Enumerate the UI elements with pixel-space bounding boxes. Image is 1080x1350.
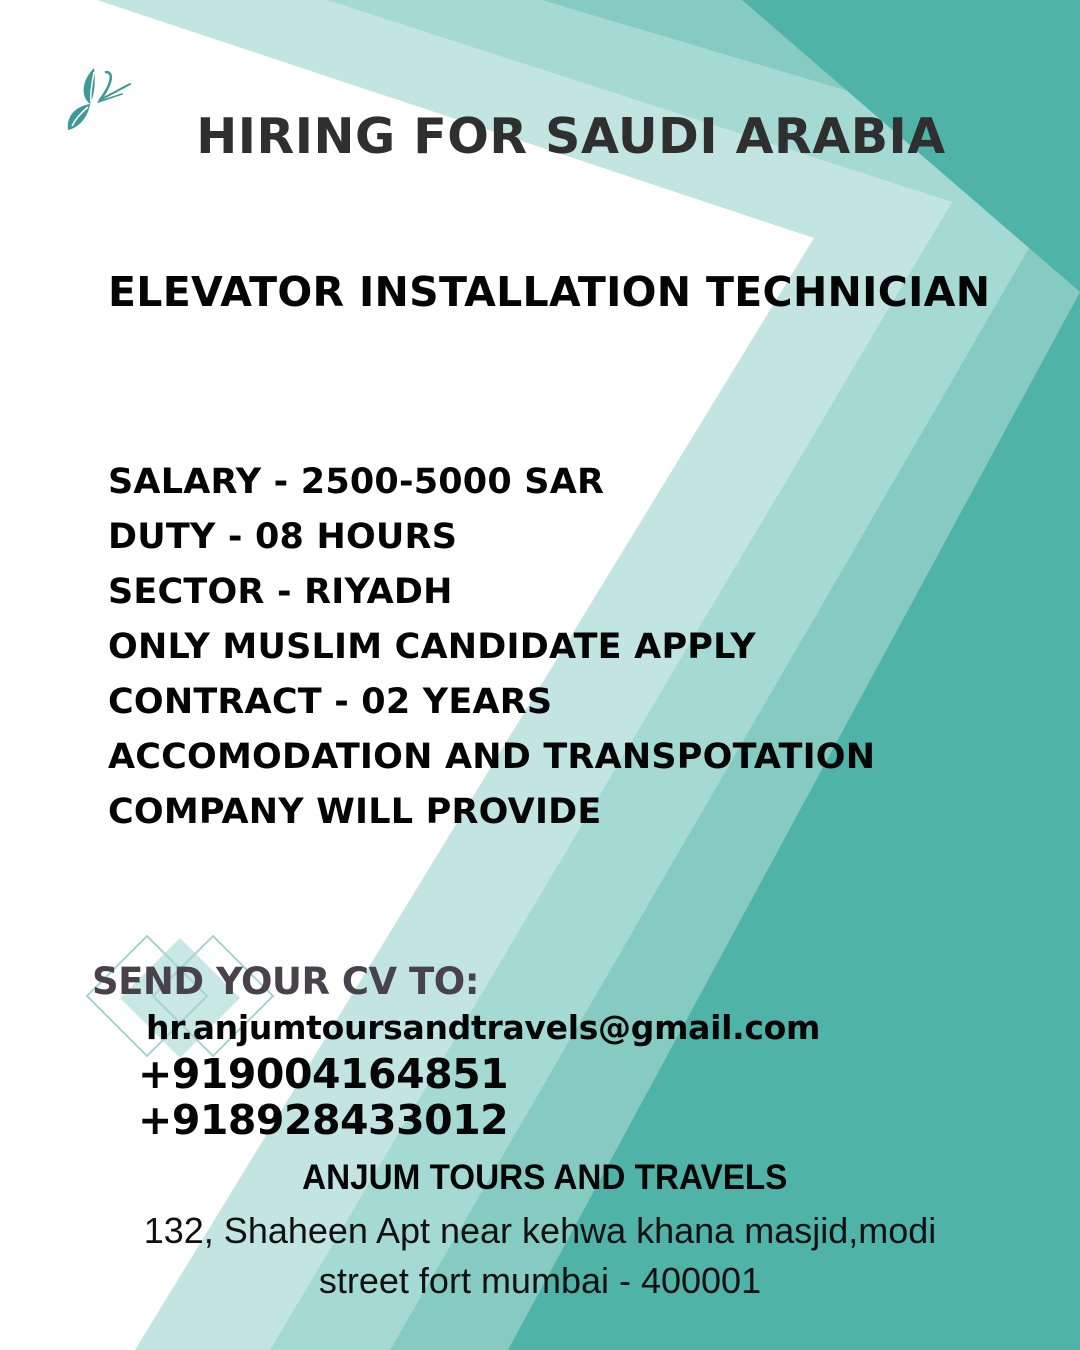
contact-email[interactable]: hr.anjumtoursandtravels@gmail.com xyxy=(146,1008,821,1047)
send-cv-heading: SEND YOUR CV TO: xyxy=(92,960,479,1003)
detail-eligibility: ONLY MUSLIM CANDIDATE APPLY xyxy=(108,627,756,667)
company-name: ANJUM TOURS AND TRAVELS xyxy=(302,1158,788,1197)
detail-contract: CONTRACT - 02 YEARS xyxy=(108,682,553,722)
address-line-2: street fort mumbai - 400001 xyxy=(318,1260,762,1301)
job-title: ELEVATOR INSTALLATION TECHNICIAN xyxy=(108,268,991,316)
contact-phone-1[interactable]: +919004164851 xyxy=(138,1050,509,1098)
company-address xyxy=(0,1206,1080,1306)
address-line-1: 132, Shaheen Apt near kehwa khana masjid,modi xyxy=(143,1210,937,1251)
headline: HIRING FOR SAUDI ARABIA xyxy=(196,108,946,165)
contact-phone-2[interactable]: +918928433012 xyxy=(138,1096,509,1144)
job-details-list xyxy=(108,455,875,840)
detail-salary: SALARY - 2500-5000 SAR xyxy=(108,462,605,502)
detail-duty: DUTY - 08 HOURS xyxy=(108,517,458,557)
detail-benefits-cont: COMPANY WILL PROVIDE xyxy=(108,792,602,832)
detail-sector: SECTOR - RIYADH xyxy=(108,572,453,612)
detail-benefits: ACCOMODATION AND TRANSPOTATION xyxy=(108,737,876,777)
